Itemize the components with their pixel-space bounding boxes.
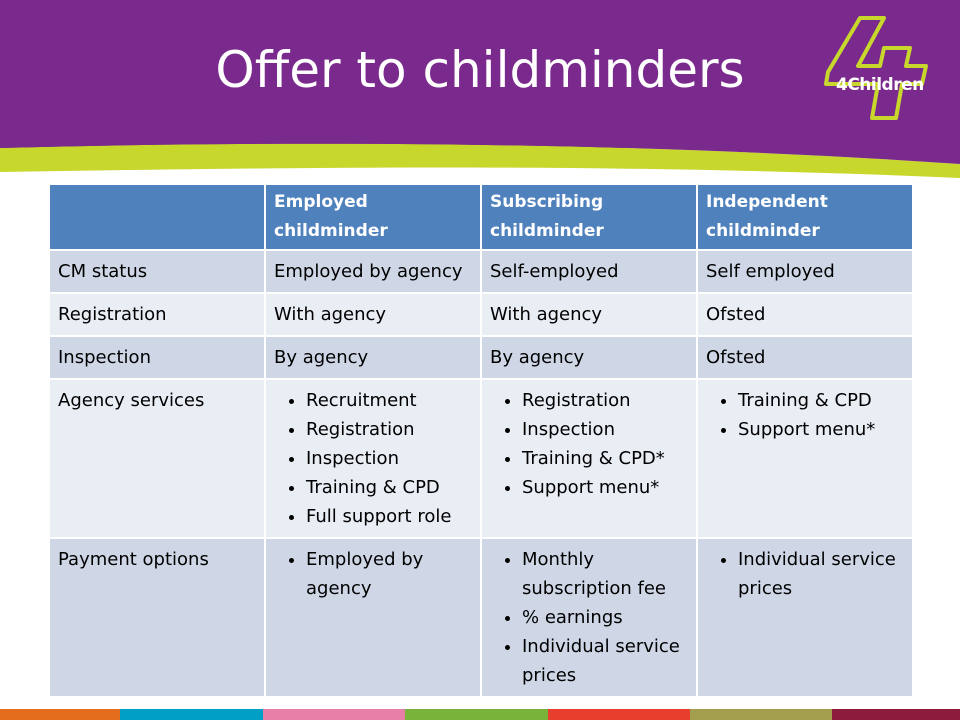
list-item: • Registration xyxy=(522,386,688,415)
list-item: • Support menu* xyxy=(738,415,904,444)
table-cell xyxy=(697,379,913,538)
header-cell-employed: Employed childminder xyxy=(265,184,481,250)
list-item: • Support menu* xyxy=(522,473,688,502)
header-cell-subscribing: Subscribing childminder xyxy=(481,184,697,250)
table-row xyxy=(49,379,913,538)
bullet-list xyxy=(490,545,688,690)
list-item: • Registration xyxy=(306,415,472,444)
footer-color-stripe xyxy=(0,709,960,720)
offer-table xyxy=(48,183,914,698)
list-item: • Individual service prices xyxy=(522,632,688,690)
stripe-segment xyxy=(120,709,263,720)
stripe-segment xyxy=(0,709,120,720)
table-cell xyxy=(265,379,481,538)
table-header-row xyxy=(49,184,913,250)
row-label: Agency services xyxy=(49,379,265,538)
table-row xyxy=(49,250,913,293)
table-cell: Ofsted xyxy=(697,293,913,336)
lime-swoosh xyxy=(0,138,960,186)
list-item: • Monthly subscription fee xyxy=(522,545,688,603)
table-cell: With agency xyxy=(481,293,697,336)
row-label: CM status xyxy=(49,250,265,293)
table-cell: Self-employed xyxy=(481,250,697,293)
slide-title: Offer to childminders xyxy=(215,41,745,99)
list-item: • Recruitment xyxy=(306,386,472,415)
table-cell: With agency xyxy=(265,293,481,336)
list-item: • Training & CPD xyxy=(306,473,472,502)
bullet-list xyxy=(706,545,904,603)
bullet-list xyxy=(706,386,904,444)
list-item: • Training & CPD xyxy=(738,386,904,415)
table-cell xyxy=(481,538,697,697)
table-cell xyxy=(697,538,913,697)
table-cell xyxy=(481,379,697,538)
table-cell: By agency xyxy=(481,336,697,379)
list-item: • % earnings xyxy=(522,603,688,632)
stripe-segment xyxy=(832,709,960,720)
logo-text: 4Children xyxy=(836,75,924,95)
brand-logo xyxy=(818,14,946,122)
table-row xyxy=(49,336,913,379)
table-cell: Employed by agency xyxy=(265,250,481,293)
list-item: • Employed by agency xyxy=(306,545,472,603)
bullet-list xyxy=(274,545,472,603)
row-label: Inspection xyxy=(49,336,265,379)
header-cell-independent: Independent childminder xyxy=(697,184,913,250)
bullet-list xyxy=(490,386,688,502)
stripe-segment xyxy=(405,709,548,720)
list-item: • Full support role xyxy=(306,502,472,531)
header-cell-empty xyxy=(49,184,265,250)
list-item: • Individual service prices xyxy=(738,545,904,603)
table-row xyxy=(49,538,913,697)
table-cell xyxy=(265,538,481,697)
stripe-segment xyxy=(690,709,832,720)
stripe-segment xyxy=(263,709,405,720)
bullet-list xyxy=(274,386,472,531)
list-item: • Inspection xyxy=(522,415,688,444)
table-cell: By agency xyxy=(265,336,481,379)
row-label: Registration xyxy=(49,293,265,336)
list-item: • Inspection xyxy=(306,444,472,473)
list-item: • Training & CPD* xyxy=(522,444,688,473)
stripe-segment xyxy=(548,709,690,720)
table-cell: Ofsted xyxy=(697,336,913,379)
table-cell: Self employed xyxy=(697,250,913,293)
table-row xyxy=(49,293,913,336)
row-label: Payment options xyxy=(49,538,265,697)
